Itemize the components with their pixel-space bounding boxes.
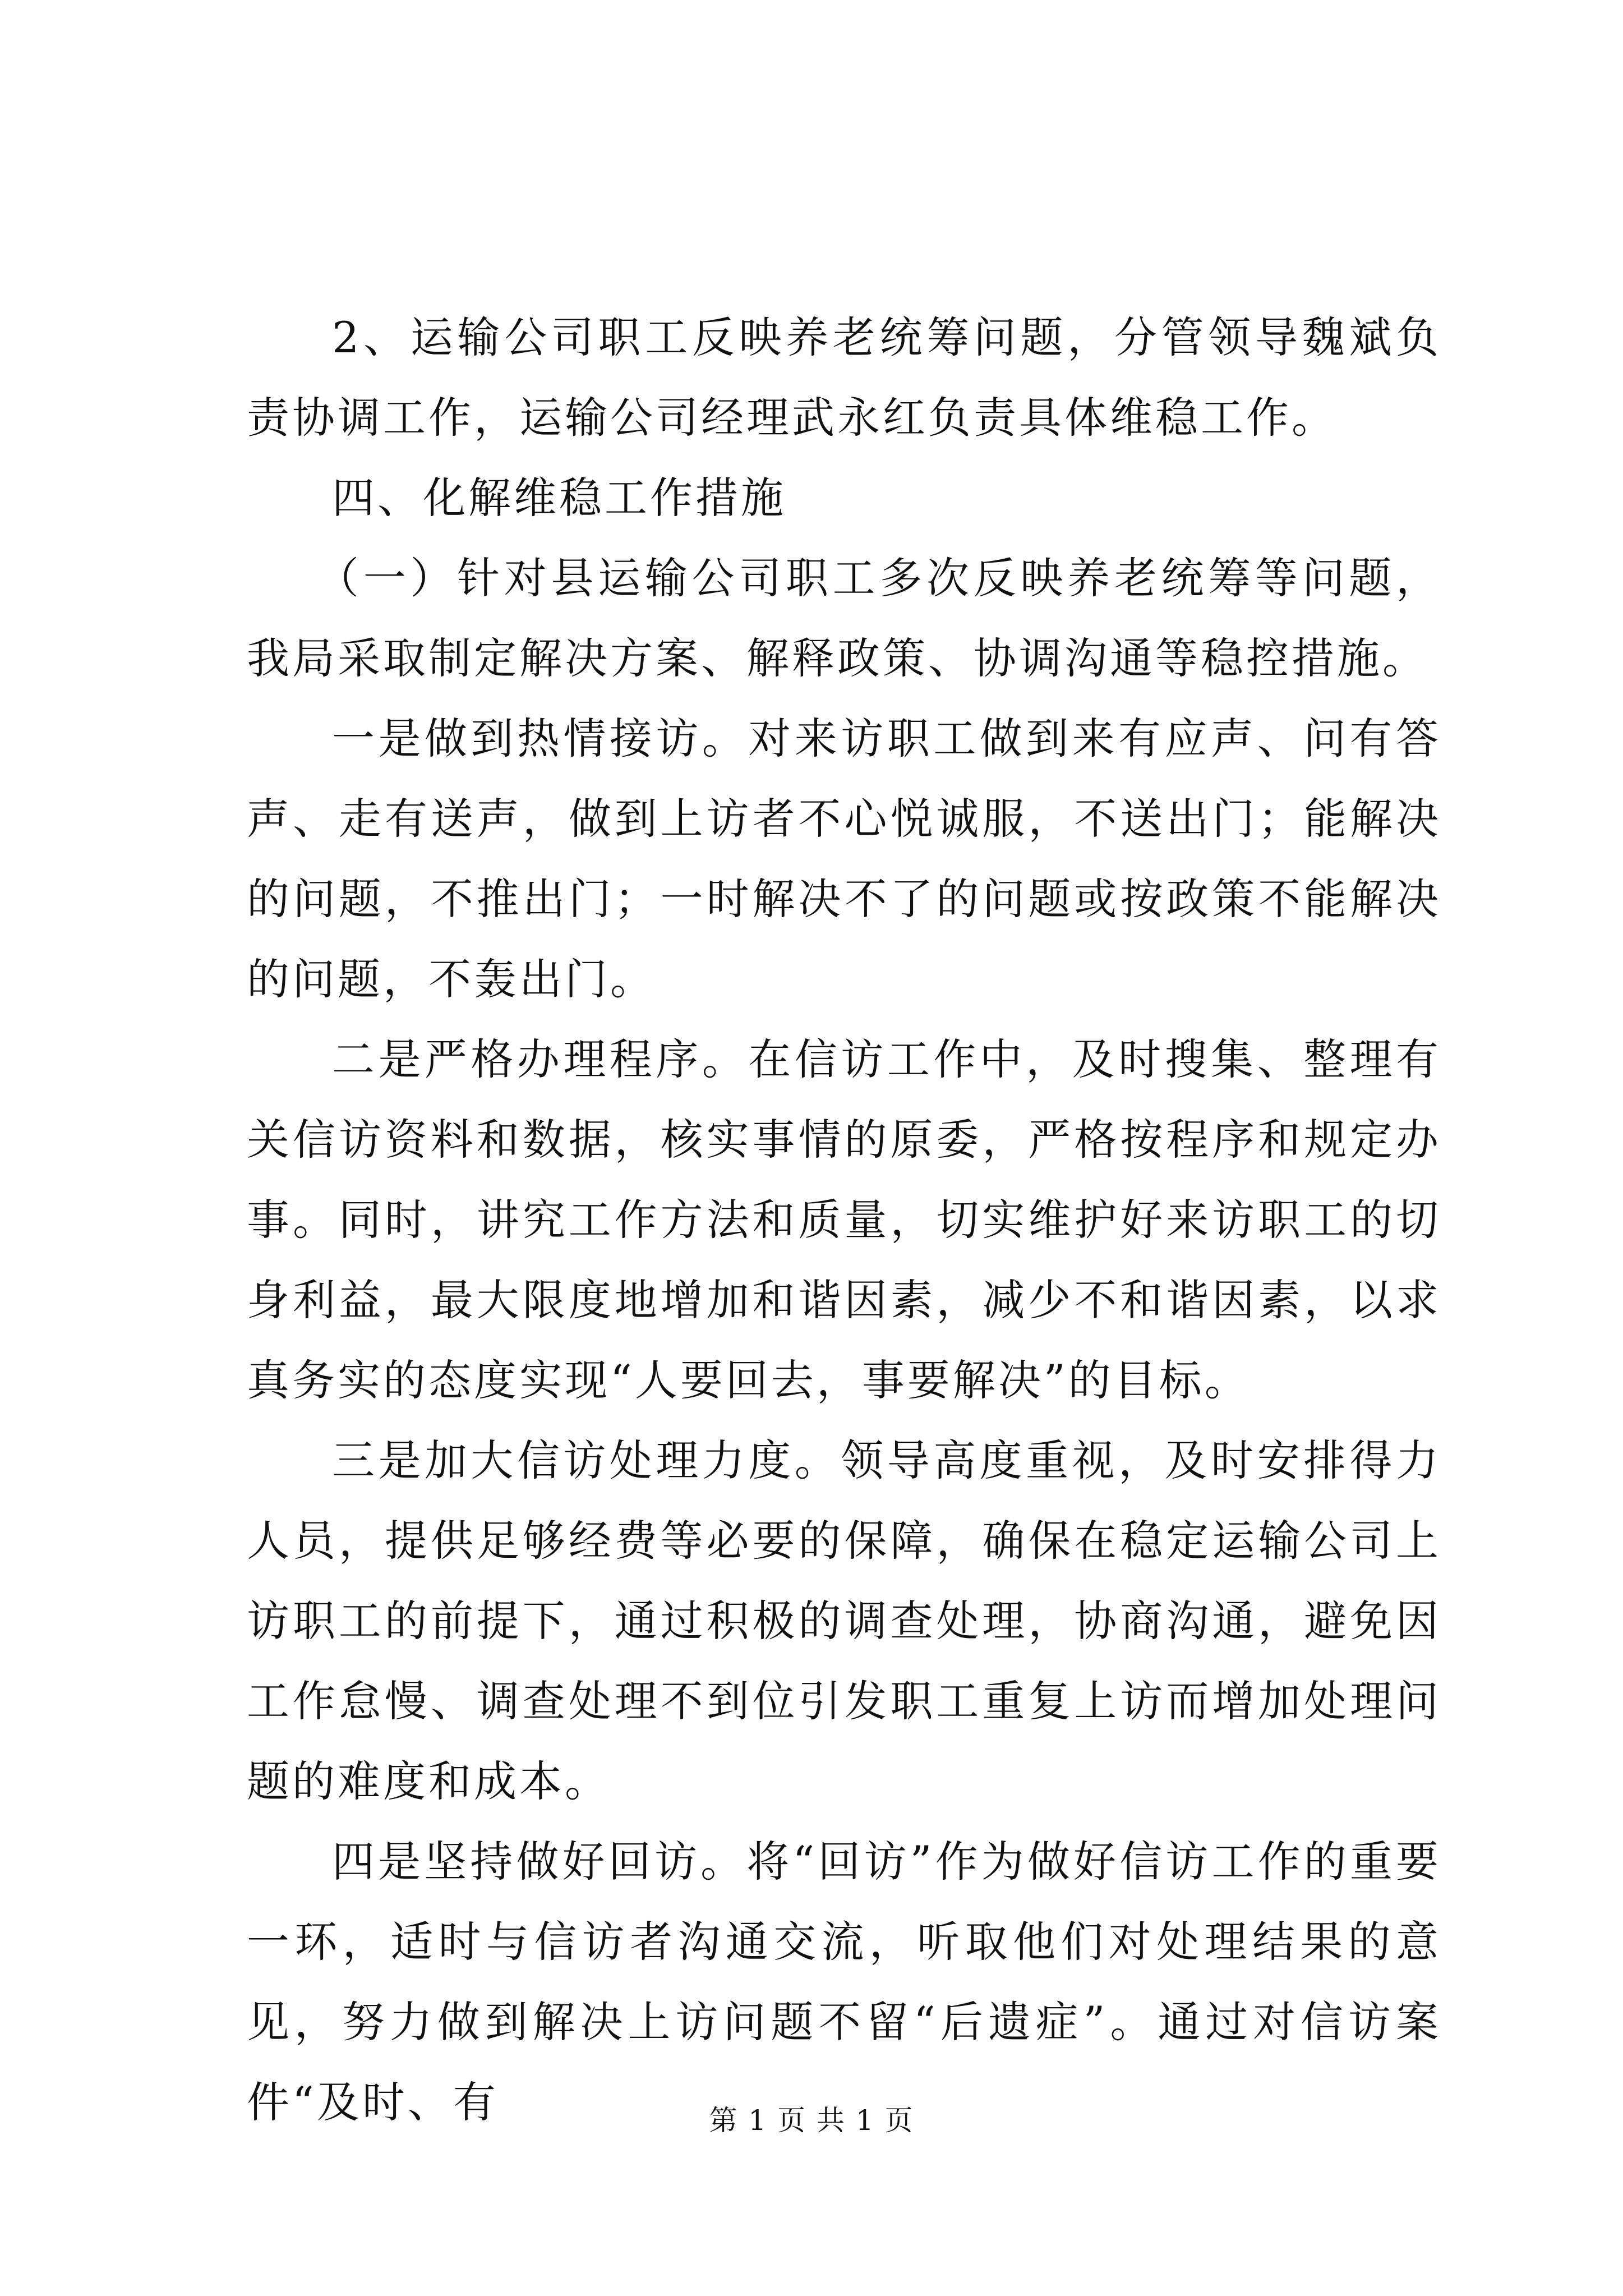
page-footer: 第 1 页 共 1 页 <box>709 2104 914 2137</box>
document-body <box>247 297 1441 2142</box>
paragraph-item-2: 2、运输公司职工反映养老统筹问题，分管领导魏斌负责协调工作，运输公司经理武永红负责具体维稳工作。 <box>247 312 1441 443</box>
paragraph-reception: 一是做到热情接访。对来访职工做到来有应声、问有答声、走有送声，做到上访者不心悦诚服，不送出门；能解决的问题，不推出门；一时解决不了的问题或按政策不能解决的问题，不轰出门。 <box>247 714 1441 1004</box>
paragraph-followup: 四是坚持做好回访。将“回访”作为做好信访工作的重要一环，适时与信访者沟通交流，听取他们对处理结果的意见，努力做到解决上访问题不留“后遗症”。通过对信访案件“及时、有 <box>247 1837 1441 2127</box>
subsection-heading-1: （一）针对县运输公司职工多次反映养老统筹等问题，我局采取制定解决方案、解释政策、协调沟通等稳控措施。 <box>247 553 1441 683</box>
section-heading-measures: 四、化解维稳工作措施 <box>332 473 786 523</box>
paragraph-handling: 三是加大信访处理力度。领导高度重视，及时安排得力人员，提供足够经费等必要的保障，确保在稳定运输公司上访职工的前提下，通过积极的调查处理，协商沟通，避免因工作怠慢、调查处理不到位引发职工重复上访而增加处理问题的难度和成本。 <box>247 1435 1441 1806</box>
paragraph-procedure: 二是严格办理程序。在信访工作中，及时搜集、整理有关信访资料和数据，核实事情的原委，严格按程序和规定办事。同时，讲究工作方法和质量，切实维护好来访职工的切身利益，最大限度地增加和谐因素，减少不和谐因素，以求真务实的态度实现“人要回去，事要解决”的目标。 <box>247 1034 1441 1405</box>
